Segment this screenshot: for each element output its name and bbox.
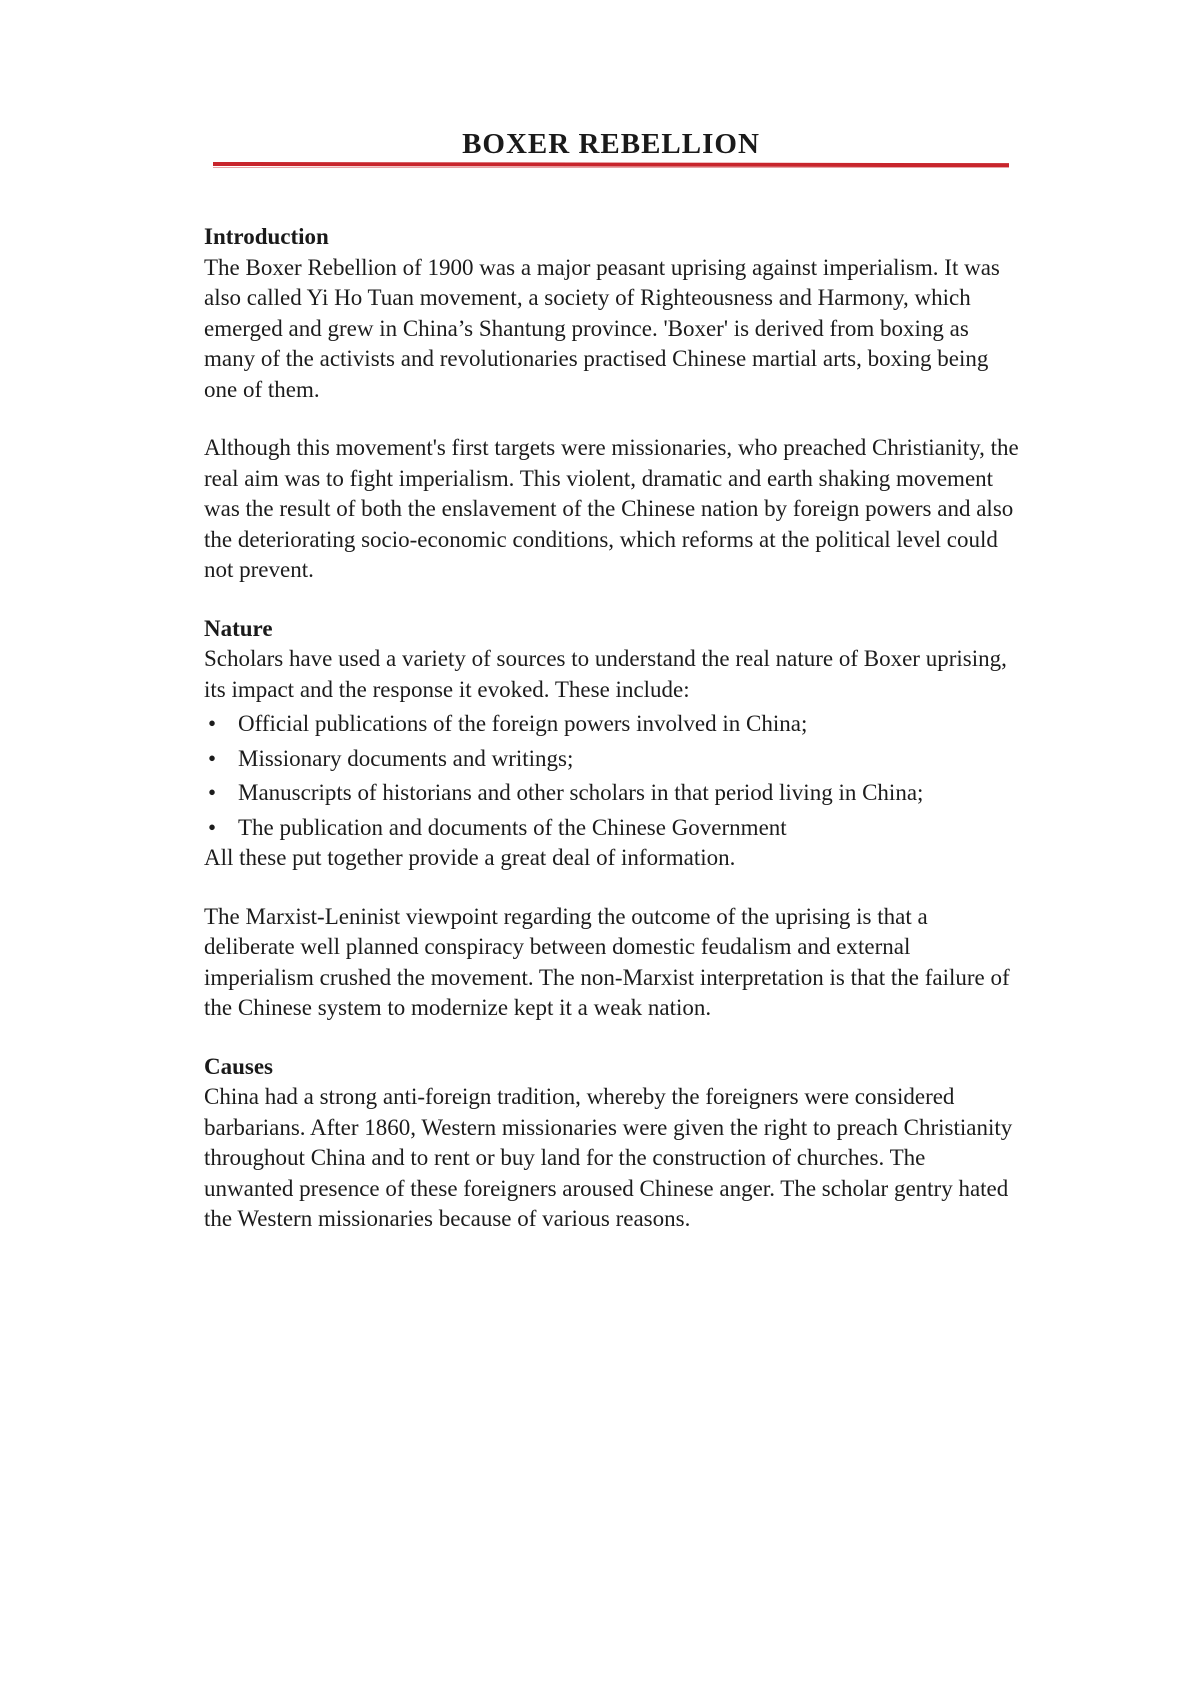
bullet-dot: •	[208, 711, 217, 736]
nature-paragraph-2: All these put together provide a great deal of information.	[204, 845, 736, 870]
bullet-dot: •	[208, 780, 217, 805]
section-heading-introduction: Introduction	[204, 224, 329, 249]
nature-paragraph-1: Scholars have used a variety of sources to understand the real nature of Boxer uprising, its impact and the response it evoked. These include:	[204, 646, 1007, 702]
sources-list	[204, 709, 1019, 843]
causes-paragraph-1: China had a strong anti-foreign tradition, whereby the foreigners were considered barbarians. After 1860, Western missionaries were given the right to preach Christianity throughout China and to rent or buy land for the construction of churches. The unwanted presence of these foreigners aroused Chinese anger. The scholar gentry hated the Western missionaries because of various reasons.	[204, 1084, 1013, 1231]
document-body	[204, 222, 1019, 1235]
section-introduction	[204, 222, 1019, 586]
section-heading-nature: Nature	[204, 615, 273, 641]
nature-paragraph-3: The Marxist-Leninist viewpoint regarding the outcome of the uprising is that a deliberate well planned conspiracy between domestic feudalism and external imperialism crushed the movement. The non-Marxist interpretation is that the failure of the Chinese system to modernize kept it a weak nation.	[204, 903, 1010, 1020]
section-nature	[204, 614, 1019, 1024]
bullet-dot: •	[208, 814, 217, 840]
list-item: • Official publications of the foreign powers involved in China;	[204, 709, 1019, 740]
section-heading-causes: Causes	[204, 1053, 274, 1079]
list-item: • The publication and documents of the Chinese Government	[204, 813, 1019, 844]
page-title: BOXER REBELLION	[462, 128, 760, 160]
list-item: • Missionary documents and writings;	[204, 744, 1019, 775]
title-underline-shadow	[213, 167, 1009, 168]
bullet-dot: •	[208, 745, 217, 771]
introduction-paragraph-1: The Boxer Rebellion of 1900 was a major peasant uprising against imperialism. It was also called Yi Ho Tuan movement, a society of Righteousness and Harmony, which emerged and grew in China’s Shantung province. 'Boxer' is derived from boxing as many of the activists and revolutionaries practised Chinese martial arts, boxing being one of them.	[204, 254, 1000, 402]
list-item: • Manuscripts of historians and other scholars in that period living in China;	[204, 778, 1019, 809]
introduction-paragraph-2: Although this movement's first targets were missionaries, who preached Christianity, the real aim was to fight imperialism. This violent, dramatic and earth shaking movement was the result of both the enslavement of the Chinese nation by foreign powers and also the deteriorating socio-economic conditions, which reforms at the political level could not prevent.	[204, 435, 1019, 582]
section-causes	[204, 1052, 1019, 1235]
